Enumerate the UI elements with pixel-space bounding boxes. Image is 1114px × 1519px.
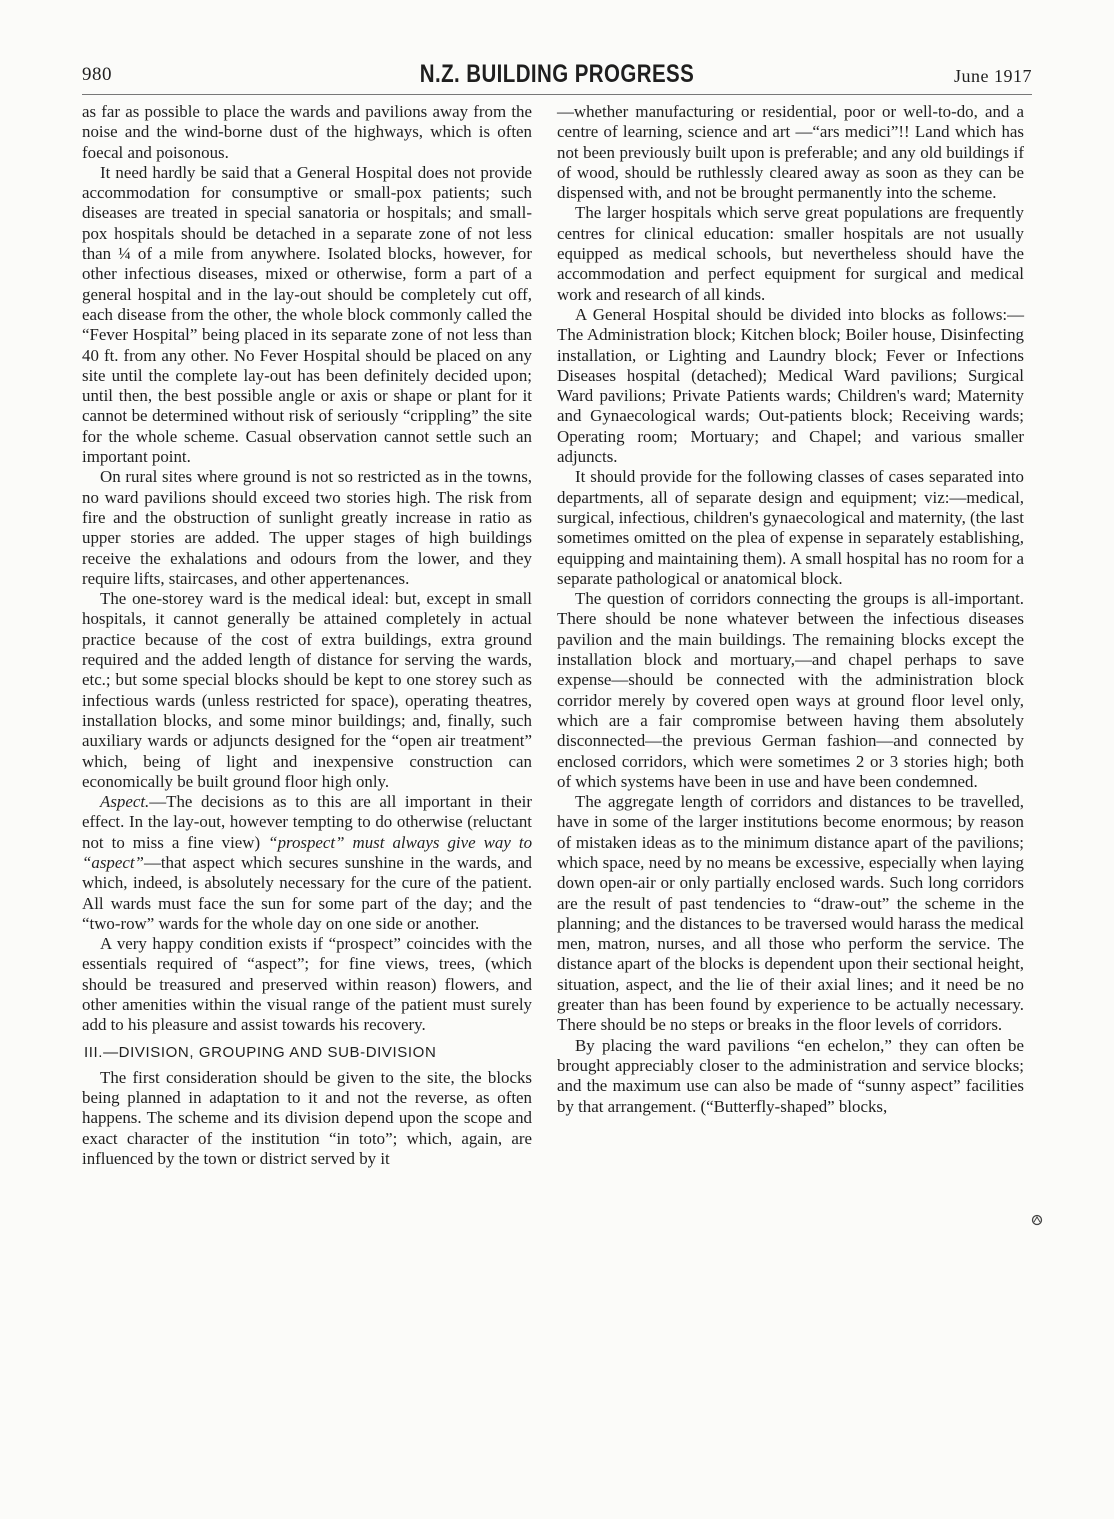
paragraph: —whether manufacturing or residential, poor or well-to-do, and a centre of learning, science and art —“ars medici”!! Land which has not been previously built upon is preferable; and any old buildings if of wood, should be ruthlessly cleared away as soon as they can be dispensed with, and not be brought permanently into the scheme. (557, 102, 1024, 203)
header-rule (82, 94, 1032, 95)
aspect-quote: “prospect” must always give way to “aspect” (82, 832, 533, 872)
paragraph-aspect (82, 792, 532, 934)
aspect-text-b: —that aspect which secures sunshine in the wards, and which, indeed, is absolutely necessary for the cure of the patient. All wards must face the sun for some part of the day; and the “two-row” wards for the whole day on one side or another. (82, 852, 532, 933)
section-heading: III.—DIVISION, GROUPING AND SUB-DIVISION (84, 1043, 437, 1061)
page-number: 980 (82, 64, 112, 85)
paragraph: By placing the ward pavilions “en echelon,” they can often be brought appreciably closer to the administration and service blocks; and the maximum use can also be made of “sunny aspect” facilities by that arrangement. (“Butterfly-shaped” blocks, (557, 1035, 1024, 1116)
paragraph: The question of corridors connecting the groups is all-important. There should be none whatever between the infectious diseases pavilion and the main buildings. The remaining blocks except the installation block and mortuary,—and chapel perhaps to save expense—should be connected with the administration block corridor merely by covered open ways at ground floor level only, which are a fair compromise between having them absolutely disconnected—the previous German fashion—and connected by enclosed corridors, which were sometimes 2 or 3 stories high; both of which systems have been in use and have been condemned. (557, 589, 1024, 791)
aspect-lead: Aspect. (100, 792, 150, 812)
page-header (82, 62, 1032, 96)
paragraph: The one-storey ward is the medical ideal: but, except in small hospitals, it cannot generally be attained completely in actual practice because of the cost of extra buildings, extra ground required and the added length of distance for serving the wards, etc.; but some special blocks should be kept to one storey such as infectious wards (unless restricted for space), operating theatres, installation blocks, and some minor buildings; and, finally, such auxiliary wards or adjuncts designed for the “open air treatment” which, being of light and inexpensive construction can economically be built ground floor high only. (82, 589, 532, 791)
paragraph: as far as possible to place the wards and pavilions away from the noise and the wind-borne dust of the highways, which is often foecal and poisonous. (82, 102, 532, 162)
margin-mark-icon (1030, 1213, 1044, 1227)
right-column (557, 102, 1024, 1117)
paragraph: A very happy condition exists if “prospect” coincides with the essentials required of “aspect”; for fine views, trees, (which should be treasured and preserved within reason) flowers, and other amenities within the visual range of the patient must surely add to his pleasure and assist towards his recovery. (82, 934, 532, 1035)
left-column (82, 102, 532, 1169)
paragraph: On rural sites where ground is not so restricted as in the towns, no ward pavilions should exceed two stories high. The risk from fire and the obstruction of sunlight greatly increase in ratio as upper stories are added. The upper stages of high buildings receive the exhalations and odours from the lower, and they require lifts, staircases, and other appertenances. (82, 467, 532, 588)
paragraph: A General Hospital should be divided into blocks as follows:—The Administration block; Kitchen block; Boiler house, Disinfecting installation, or Lighting and Laundry block; Fever or Infections Diseases hospital (detached); Medical Ward pavilions; Surgical Ward pavilions; Private Patients wards; Children's ward; Maternity and Gynaecological wards; Out-patients block; Receiving wards; Operating room; Mortuary; and Chapel; and various smaller adjuncts. (557, 304, 1024, 467)
paragraph: The larger hospitals which serve great populations are frequently centres for clinical education: smaller hospitals are not usually equipped as medical schools, but nevertheless should have the accommodation and perfect equipment for surgical and medical work and research of all kinds. (557, 203, 1024, 304)
issue-date: June 1917 (954, 66, 1032, 86)
paragraph: It should provide for the following classes of cases separated into departments, all of separate design and equipment; viz:—medical, surgical, infectious, children's gynaecological and maternity, (the last sometimes omitted on the plea of expense in separately establishing, equipping and maintaining them). A small hospital has no room for a separate pathological or anatomical block. (557, 467, 1024, 588)
aspect-text-a: —The decisions as to this are all important in their effect. In the lay-out, however tempting to do otherwise (reluctant not to miss a fine view) (82, 792, 532, 852)
paragraph: It need hardly be said that a General Hospital does not provide accommodation for consumptive or small-pox patients; such diseases are treated in special sanatoria or hospitals; and small-pox hospitals should be detached in a separate zone of not less than ¼ of a mile from anywhere. Isolated blocks, however, for other infectious diseases, mixed or otherwise, form a part of a general hospital and in the lay-out should be completely cut off, each disease from the other, the whole block commonly called the “Fever Hospital” being placed in its separate zone of not less than 40 ft. from any other. No Fever Hospital should be placed on any site until the complete lay-out has been definitely decided upon; until then, the best possible angle or axis or shape or plant for it cannot be determined without risk of seriously “crippling” the site for the whole scheme. Casual observation cannot settle such an important point. (82, 162, 532, 467)
paragraph: The first consideration should be given to the site, the blocks being planned in adaptation to it and not the reverse, as often happens. The scheme and its division depend upon the scope and exact character of the institution “in toto”; which, again, are influenced by the town or district served by it (82, 1067, 532, 1168)
publication-title: N.Z. BUILDING PROGRESS (419, 60, 695, 88)
paragraph: The aggregate length of corridors and distances to be travelled, have in some of the larger institutions become enormous; by reason of mistaken ideas as to the minimum distance apart of the pavilions; which space, need by no means be excessive, especially when laying down open-air or only partially enclosed wards. Such long corridors are the result of past tendencies to “draw-out” the scheme in the planning; and the distances to be traversed would harass the medical men, matron, nurses, and all those who perform the service. The distance apart of the blocks is dependent upon their sectional height, situation, aspect, and the lie of their axial lines; and it need be no greater than has been found by experience to be actually necessary. There should be no steps or breaks in the floor levels of corridors. (557, 792, 1024, 1035)
